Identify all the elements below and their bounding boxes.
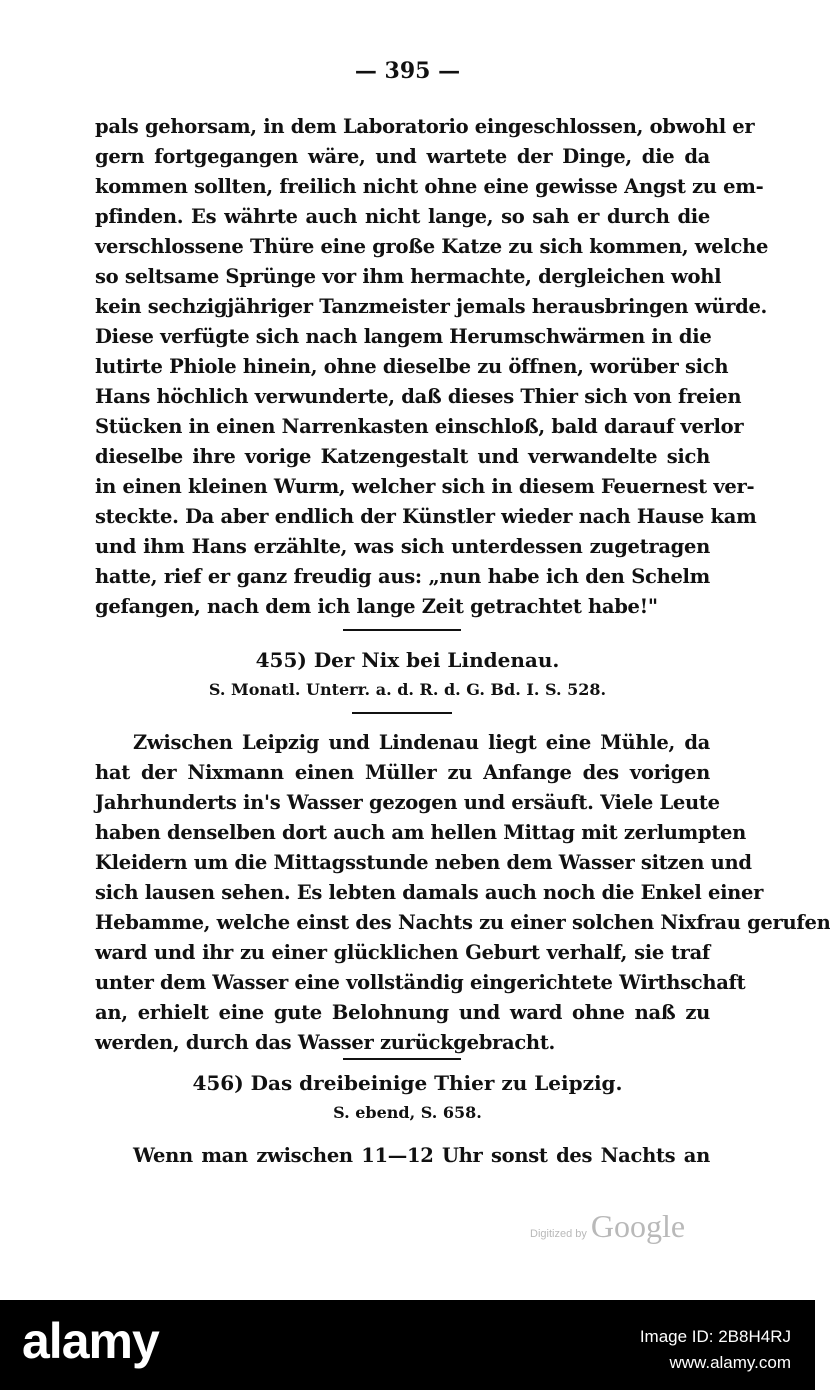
text-line: Hans höchlich verwunderte, daß dieses Thier sich von freien bbox=[95, 385, 742, 408]
watermark-brand: Google bbox=[590, 1208, 686, 1244]
text-line: kommen sollten, freilich nicht ohne eine gewisse Angst zu em- bbox=[95, 175, 764, 198]
text-line: pfinden. Es währte auch nicht lange, so sah er durch die bbox=[95, 205, 710, 228]
text-line: steckte. Da aber endlich der Künstler wieder nach Hause kam bbox=[95, 505, 757, 528]
section-455-source: S. Monatl. Unterr. a. d. R. d. G. Bd. I. S. 528. bbox=[208, 680, 607, 699]
section-455-body bbox=[95, 728, 830, 1058]
divider bbox=[343, 629, 461, 631]
text-line: dieselbe ihre vorige Katzengestalt und verwandelte sich bbox=[95, 445, 710, 468]
section-455-title: 455) Der Nix bei Lindenau. bbox=[255, 648, 560, 672]
text-line: werden, durch das Wasser zurückgebracht. bbox=[95, 1031, 556, 1054]
text-line: und ihm Hans erzählte, was sich unterdessen zugetragen bbox=[95, 535, 710, 558]
text-line: unter dem Wasser eine vollständig eingerichtete Wirthschaft bbox=[95, 971, 746, 994]
text-line: Wenn man zwischen 11—12 Uhr sonst des Nachts an bbox=[133, 1144, 710, 1167]
text-line: haben denselben dort auch am hellen Mittag mit zerlumpten bbox=[95, 821, 747, 844]
text-line: verschlossene Thüre eine große Katze zu sich kommen, welche bbox=[95, 235, 769, 258]
divider bbox=[352, 712, 452, 714]
text-line: Kleidern um die Mittagsstunde neben dem Wasser sitzen und bbox=[95, 851, 752, 874]
text-line: Jahrhunderts in's Wasser gezogen und ersäuft. Viele Leute bbox=[95, 791, 720, 814]
stock-footer-bar bbox=[0, 1300, 815, 1390]
text-line: kein sechzigjähriger Tanzmeister jemals herausbringen würde. bbox=[95, 295, 768, 318]
site-url: www.alamy.com bbox=[669, 1353, 791, 1372]
google-watermark bbox=[530, 1208, 685, 1245]
watermark-prefix: Digitized by bbox=[530, 1228, 587, 1240]
text-line: Diese verfügte sich nach langem Herumschwärmen in die bbox=[95, 325, 712, 348]
text-line: gefangen, nach dem ich lange Zeit getrachtet habe!" bbox=[95, 595, 658, 618]
text-line: Stücken in einen Narrenkasten einschloß, bald darauf verlor bbox=[95, 415, 744, 438]
paragraph-continued bbox=[95, 112, 769, 622]
text-line: pals gehorsam, in dem Laboratorio eingeschlossen, obwohl er bbox=[95, 115, 755, 138]
text-line: so seltsame Sprünge vor ihm hermachte, dergleichen wohl bbox=[95, 265, 722, 288]
alamy-logo: alamy bbox=[22, 1313, 159, 1369]
page-number: — 395 — bbox=[354, 58, 461, 84]
section-456-body bbox=[95, 1141, 710, 1171]
text-line: gern fortgegangen wäre, und wartete der Dinge, die da bbox=[95, 145, 710, 168]
text-line: hat der Nixmann einen Müller zu Anfange des vorigen bbox=[95, 761, 710, 784]
text-line: lutirte Phiole hinein, ohne dieselbe zu öffnen, worüber sich bbox=[95, 355, 729, 378]
section-456-title: 456) Das dreibeinige Thier zu Leipzig. bbox=[192, 1071, 623, 1095]
text-line: an, erhielt eine gute Belohnung und ward ohne naß zu bbox=[95, 1001, 710, 1024]
image-id: Image ID: 2B8H4RJ bbox=[639, 1327, 791, 1346]
divider bbox=[343, 1058, 461, 1060]
text-line: hatte, rief er ganz freudig aus: „nun habe ich den Schelm bbox=[95, 565, 710, 588]
text-line: in einen kleinen Wurm, welcher sich in diesem Feuernest ver- bbox=[95, 475, 755, 498]
text-line: sich lausen sehen. Es lebten damals auch noch die Enkel einer bbox=[95, 881, 764, 904]
text-line: ward und ihr zu einer glücklichen Geburt verhalf, sie traf bbox=[95, 941, 710, 964]
text-line: Zwischen Leipzig und Lindenau liegt eine Mühle, da bbox=[133, 731, 710, 754]
text-line: Hebamme, welche einst des Nachts zu einer solchen Nixfrau gerufen bbox=[95, 911, 830, 934]
section-456-source: S. ebend, S. 658. bbox=[333, 1103, 482, 1122]
